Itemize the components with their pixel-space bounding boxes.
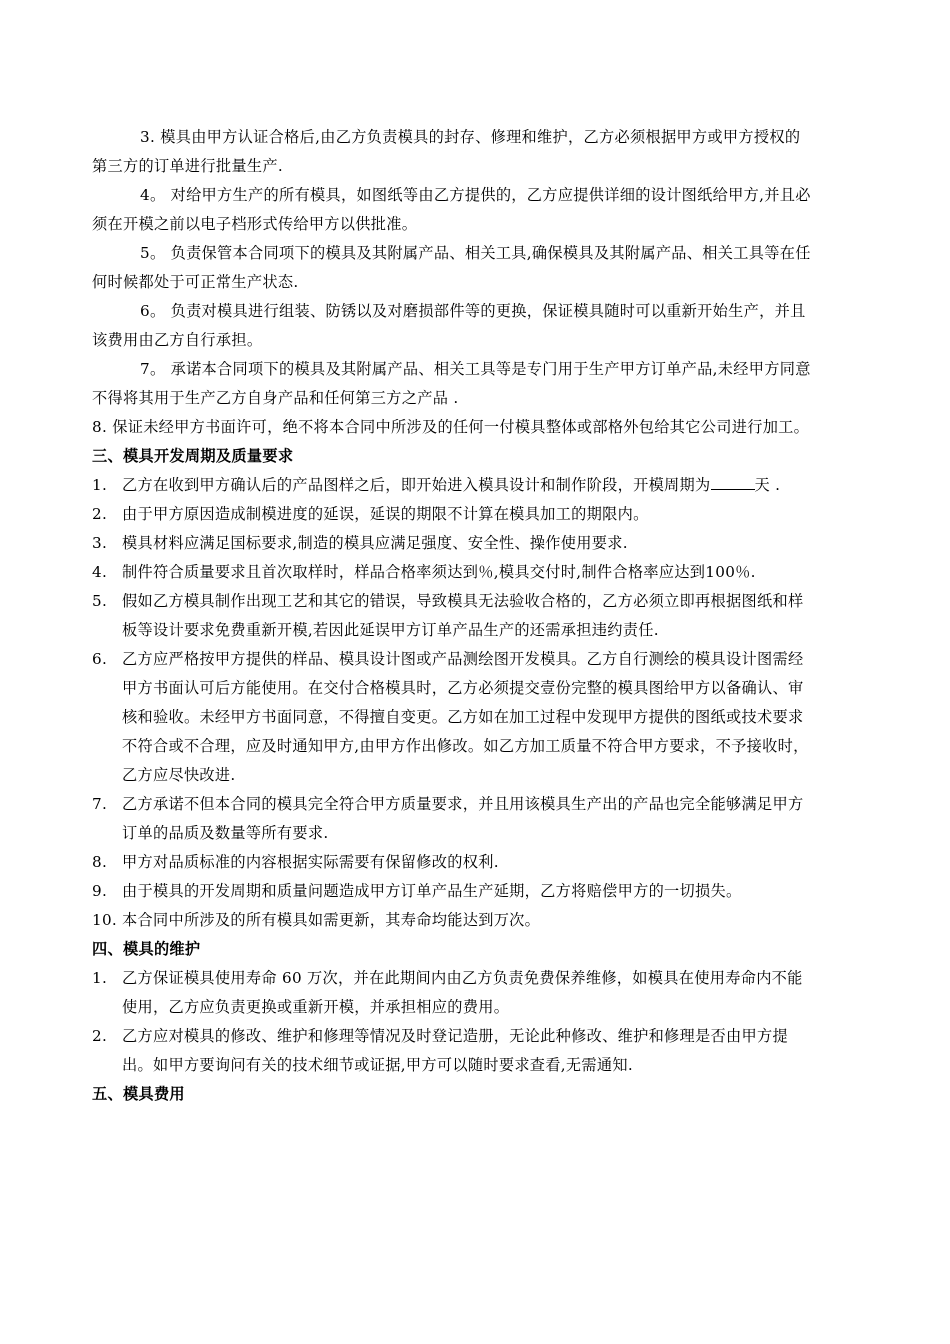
list-item-text: 由于甲方原因造成制模进度的延误，延误的期限不计算在模具加工的期限内。 — [122, 505, 649, 523]
list-item — [92, 848, 812, 877]
list-item-number: 10. — [92, 911, 118, 929]
list-item — [92, 645, 812, 790]
list-item — [92, 906, 812, 935]
list-item-number: 7. — [92, 795, 108, 813]
list-item — [92, 500, 812, 529]
list-item-number: 9. — [92, 882, 108, 900]
list-item-text: 甲方对品质标准的内容根据实际需要有保留修改的权利. — [122, 853, 499, 871]
list-item-text: 本合同中所涉及的所有模具如需更新，其寿命均能达到万次。 — [122, 911, 541, 929]
list-item-number: 5. — [92, 592, 108, 610]
list-item-number: 8. — [92, 853, 108, 871]
document-page — [92, 123, 812, 1109]
list-item — [92, 471, 812, 500]
list-item-text: 乙方承诺不但本合同的模具完全符合甲方质量要求，并且用该模具生产出的产品也完全能够满足甲方订单的品质及数量等所有要求. — [122, 795, 804, 842]
list-item — [92, 877, 812, 906]
list-item-number: 2. — [92, 1027, 108, 1045]
list-item-text: 由于模具的开发周期和质量问题造成甲方订单产品生产延期，乙方将赔偿甲方的一切损失。 — [122, 882, 742, 900]
list-item-number: 3. — [92, 534, 108, 552]
paragraph-8: 8. 保证未经甲方书面许可，绝不将本合同中所涉及的任何一付模具整体或部格外包给其它公司进行加工。 — [92, 418, 810, 436]
list-item — [92, 790, 812, 848]
section-heading-3: 三、模具开发周期及质量要求 — [92, 447, 294, 465]
section-heading-5: 五、模具费用 — [92, 1085, 185, 1103]
list-item-text: 模具材料应满足国标要求,制造的模具应满足强度、安全性、操作使用要求. — [122, 534, 628, 552]
paragraph-6: 6。 负责对模具进行组装、防锈以及对磨损部件等的更换，保证模具随时可以重新开始生产，并且该费用由乙方自行承担。 — [92, 302, 806, 349]
list-item-number: 6. — [92, 650, 108, 668]
list-item — [92, 1022, 812, 1080]
list-item-text: 乙方应对模具的修改、维护和修理等情况及时登记造册，无论此种修改、维护和修理是否由甲方提出。如甲方要询问有关的技术细节或证据,甲方可以随时要求查看,无需通知. — [122, 1027, 788, 1074]
list-item-text: 假如乙方模具制作出现工艺和其它的错误，导致模具无法验收合格的，乙方必须立即再根据图纸和样板等设计要求免费重新开模,若因此延误甲方订单产品生产的还需承担违约责任. — [122, 592, 804, 639]
list-item-number: 2. — [92, 505, 108, 523]
section-heading-4: 四、模具的维护 — [92, 940, 201, 958]
list-item-text: 乙方保证模具使用寿命 60 万次，并在此期间内由乙方负责免费保养维修，如模具在使用寿命内不能使用，乙方应负责更换或重新开模，并承担相应的费用。 — [122, 969, 803, 1016]
list-item-number: 4. — [92, 563, 108, 581]
list-item-text: 乙方在收到甲方确认后的产品图样之后，即开始进入模具设计和制作阶段，开模周期为 天 . — [122, 471, 812, 500]
list-item — [92, 558, 812, 587]
list-item-number: 1. — [92, 476, 108, 494]
list-item-text: 乙方应严格按甲方提供的样品、模具设计图或产品测绘图开发模具。乙方自行测绘的模具设计图需经甲方书面认可后方能使用。在交付合格模具时，乙方必须提交壹份完整的模具图给甲方以备确认、审核和验收。未经甲方书面同意，不得擅自变更。乙方如在加工过程中发现甲方提供的图纸或技术要求不符合或不合理，应及时通知甲方,由甲方作出修改。如乙方加工质量不符合甲方要求，不予接收时，乙方应尽快改进. — [122, 650, 809, 784]
fill-in-blank — [711, 471, 755, 490]
list-item — [92, 964, 812, 1022]
list-item — [92, 587, 812, 645]
list-item-number: 1. — [92, 969, 108, 987]
paragraph-4: 4。 对给甲方生产的所有模具，如图纸等由乙方提供的，乙方应提供详细的设计图纸给甲方,并且必须在开模之前以电子档形式传给甲方以供批准。 — [92, 186, 811, 233]
list-item-text: 制件符合质量要求且首次取样时，样品合格率须达到％,模具交付时,制件合格率应达到100％. — [122, 563, 756, 581]
list-item — [92, 529, 812, 558]
paragraph-5: 5。 负责保管本合同项下的模具及其附属产品、相关工具,确保模具及其附属产品、相关工具等在任何时候都处于可正常生产状态. — [92, 244, 811, 291]
paragraph-7: 7。 承诺本合同项下的模具及其附属产品、相关工具等是专门用于生产甲方订单产品,未经甲方同意不得将其用于生产乙方自身产品和任何第三方之产品 . — [92, 360, 811, 407]
paragraph-3: 3. 模具由甲方认证合格后,由乙方负责模具的封存、修理和维护，乙方必须根据甲方或甲方授权的第三方的订单进行批量生产. — [92, 128, 801, 175]
